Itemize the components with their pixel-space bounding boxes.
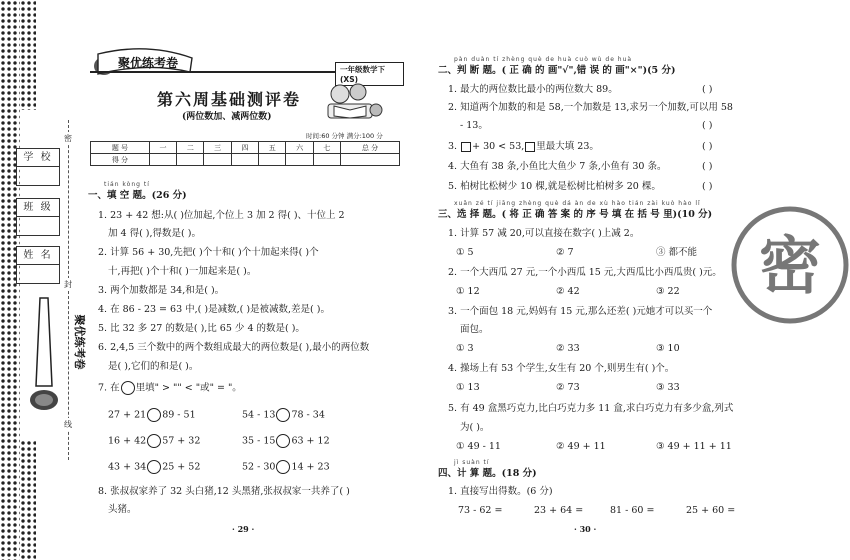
compare-left: 52 - 30: [242, 461, 276, 473]
calc-item: 81 - 60 =: [610, 505, 655, 516]
score-cell: 总 分: [341, 142, 400, 154]
stamp-char: 密: [758, 229, 822, 302]
calc-item: 23 + 64 =: [534, 505, 584, 516]
binding-strip: [0, 0, 86, 560]
compare-row: [242, 460, 330, 474]
compare-right: 89 - 51: [162, 409, 196, 421]
seal-char-mi: 密: [64, 134, 72, 143]
score-input[interactable]: [259, 154, 286, 166]
compare-left: 27 + 21: [108, 409, 147, 421]
compare-circle-input[interactable]: [276, 408, 290, 422]
grade-badge: 一年级数学下(XS): [335, 62, 404, 86]
brand-logo: [92, 44, 202, 80]
fill-q1-line2: 加 4 得( ),得数是( )。: [108, 228, 201, 239]
score-cell: 六: [286, 142, 313, 154]
fill-q4: 4. 在 86 - 23 = 63 中,( )是减数,( )是被减数,差是( )。: [98, 304, 330, 315]
choice-q5-line1: 5. 有 49 盒黑巧克力,比白巧克力多 11 盒,求白巧克力有多少盒,列式: [448, 403, 734, 414]
compare-right: 57 + 32: [162, 435, 201, 447]
score-cell: 七: [313, 142, 340, 154]
fill-q6-line1: 6. 2,4,5 三个数中的两个数组成最大的两位数是( ),最小的两位数: [98, 342, 370, 353]
choice-q3-line2: 面包。: [460, 324, 489, 335]
compare-right: 78 - 34: [291, 409, 325, 421]
compare-right: 25 + 52: [162, 461, 201, 473]
secret-stamp: [730, 205, 850, 325]
compare-circle-input[interactable]: [147, 408, 161, 422]
tf-q3-end: 里最大填 23。: [536, 141, 599, 152]
score-cell: 五: [259, 142, 286, 154]
score-cell: 一: [149, 142, 176, 154]
score-input[interactable]: [286, 154, 313, 166]
choice-q5-line2: 为( )。: [460, 422, 490, 433]
section-4-heading: 四、计 算 题。(18 分): [438, 468, 537, 479]
choice-q1: 1. 计算 57 减 20,可以直接在数字( )上减 2。: [448, 228, 640, 239]
tf-q5: 5. 柏树比松树少 10 棵,就是松树比柏树多 20 棵。: [448, 181, 661, 192]
score-input[interactable]: [204, 154, 231, 166]
section-3-heading: 三、选 择 题。( 将 正 确 答 案 的 序 号 填 在 括 号 里)(10 分): [438, 209, 713, 220]
compare-right: 14 + 23: [291, 461, 330, 473]
compare-row: [108, 408, 196, 422]
page-29: [82, 0, 404, 560]
choice-q4: 4. 操场上有 53 个学生,女生有 20 个,则男生有( )个。: [448, 363, 675, 374]
choice-q4-opt: ③ 33: [656, 382, 680, 393]
choice-q2: 2. 一个大西瓜 27 元,一个小西瓜 15 元,大西瓜比小西瓜贵( )元。: [448, 267, 722, 278]
square-blank-input[interactable]: [461, 142, 471, 152]
fill-q8-line1: 8. 张叔叔家养了 32 头白猪,12 头黑猪,张叔叔家一共养了( ): [98, 486, 350, 497]
compare-circle-input[interactable]: [276, 434, 290, 448]
fill-q6-line2: 是( ),它们的和是( )。: [108, 361, 199, 372]
choice-q5-opt: ③ 49 + 11 + 11: [656, 441, 732, 452]
compare-circle-input[interactable]: [147, 434, 161, 448]
sec2-pinyin: pàn duàn tí zhèng què de huà cuò wù de huà: [454, 56, 633, 63]
choice-q4-opt: ① 13: [456, 382, 480, 393]
tf-q2-cont: - 13。: [460, 120, 488, 131]
binding-dots-top: [20, 0, 36, 110]
compare-left: 35 - 15: [242, 435, 276, 447]
class-field[interactable]: [16, 198, 60, 236]
choice-q5-opt: ① 49 - 11: [456, 441, 501, 452]
score-input[interactable]: [149, 154, 176, 166]
score-input[interactable]: [313, 154, 340, 166]
fill-q2-line2: 十,再把( )个十和( )一加起来是( )。: [108, 266, 257, 277]
page-30: [424, 0, 822, 560]
choice-q3-line1: 3. 一个面包 18 元,妈妈有 15 元,那么还差( )元她才可以买一个: [448, 306, 713, 317]
tf-q2: 2. 知道两个加数的和是 58,一个加数是 13,求另一个加数,可以用 58: [448, 102, 733, 113]
sec3-pinyin: xuǎn zé tí jiāng zhèng què dá àn de xù hào tián zài kuò hào lǐ: [454, 200, 701, 207]
choice-q2-opt: ② 42: [556, 286, 580, 297]
strip-logo-text: 聚优练考卷: [73, 314, 86, 370]
square-blank-icon: [525, 142, 535, 152]
compare-row: [242, 408, 325, 422]
compare-circle-input[interactable]: [276, 460, 290, 474]
calc-item: 73 - 62 =: [458, 505, 503, 516]
fill-q3: 3. 两个加数都是 34,和是( )。: [98, 285, 225, 296]
score-table: [90, 141, 400, 166]
tf-q2-answer[interactable]: ( ): [702, 120, 713, 131]
score-input[interactable]: [177, 154, 204, 166]
kids-reading-illustration: [320, 80, 386, 122]
score-cell: 四: [231, 142, 258, 154]
fill-q8-line2: 头猪。: [108, 504, 137, 515]
brand-logo-text: 聚优练考卷: [117, 56, 179, 70]
tf-q4: 4. 大鱼有 38 条,小鱼比大鱼少 7 条,小鱼有 30 条。: [448, 161, 667, 172]
strip-brand-logo: [24, 290, 86, 420]
compare-row: [108, 460, 200, 474]
section-1-heading: 一、填 空 题。(26 分): [88, 190, 187, 201]
page-title: 第六周基础测评卷: [157, 90, 302, 109]
calc-item: 25 + 60 =: [686, 505, 736, 516]
tf-q3-num: 3.: [448, 141, 461, 152]
tf-q3: [448, 141, 599, 153]
choice-q3-opt: ② 33: [556, 343, 580, 354]
time-info: 时间:60 分钟 满分:100 分: [306, 132, 383, 140]
score-value-row: [91, 154, 400, 166]
compare-circle-input[interactable]: [147, 460, 161, 474]
circle-blank-icon: [121, 381, 135, 395]
binding-dots-bottom: [20, 440, 36, 560]
tf-q3-mid: + 30 < 53,: [472, 141, 525, 152]
score-input[interactable]: [231, 154, 258, 166]
fill-q7: [98, 381, 242, 395]
sec1-pinyin: tián kòng tí: [104, 181, 150, 188]
page-number-29: · 29 ·: [232, 524, 255, 534]
compare-left: 54 - 13: [242, 409, 276, 421]
school-label: 学 校: [17, 149, 59, 167]
score-row-label: 得 分: [91, 154, 150, 166]
sec4-pinyin: jì suàn tí: [454, 459, 490, 466]
choice-q5-opt: ② 49 + 11: [556, 441, 606, 452]
tf-q1: 1. 最大的两位数比最小的两位数大 89。: [448, 84, 618, 95]
choice-q1-opt: ② 7: [556, 247, 574, 258]
choice-q1-opt: ③ 都不能: [656, 247, 698, 258]
choice-q2-opt: ③ 22: [656, 286, 680, 297]
page-number-30: · 30 ·: [574, 524, 597, 534]
seal-char-feng: 封: [64, 280, 72, 289]
choice-q1-opt: ① 5: [456, 247, 474, 258]
fill-q5: 5. 比 32 多 27 的数是( ),比 65 少 4 的数是( )。: [98, 323, 305, 334]
tf-q4-answer[interactable]: ( ): [702, 161, 713, 172]
tf-q3-answer[interactable]: ( ): [702, 141, 713, 152]
tf-q1-answer[interactable]: ( ): [702, 84, 713, 95]
score-cell: 题 号: [91, 142, 150, 154]
name-label: 姓 名: [17, 247, 59, 265]
score-cell: 三: [204, 142, 231, 154]
compare-left: 16 + 42: [108, 435, 147, 447]
school-field[interactable]: [16, 148, 60, 186]
page-subtitle: (两位数加、减两位数): [182, 112, 272, 122]
class-label: 班 级: [17, 199, 59, 217]
compare-left: 43 + 34: [108, 461, 147, 473]
name-field[interactable]: [16, 246, 60, 284]
choice-q3-opt: ③ 10: [656, 343, 680, 354]
section-2-heading: 二、判 断 题。( 正 确 的 画"√",错 误 的 画"×")(5 分): [438, 65, 676, 76]
q7-suffix: 里填" > "" < "或" = "。: [135, 382, 242, 394]
calc-intro: 1. 直接写出得数。(6 分): [448, 486, 553, 497]
score-header-row: [91, 142, 400, 154]
score-cell: 二: [177, 142, 204, 154]
fill-q2-line1: 2. 计算 56 + 30,先把( )个十和( )个十加起来得( )个: [98, 247, 319, 258]
choice-q2-opt: ① 12: [456, 286, 480, 297]
fill-q1-line1: 1. 23 + 42 想:从( )位加起,个位上 3 加 2 得( )、十位上 2: [98, 210, 345, 221]
compare-right: 63 + 12: [291, 435, 330, 447]
choice-q3-opt: ① 3: [456, 343, 474, 354]
compare-row: [242, 434, 330, 448]
compare-row: [108, 434, 200, 448]
q7-prefix: 7. 在: [98, 382, 120, 394]
tf-q5-answer[interactable]: ( ): [702, 181, 713, 192]
choice-q4-opt: ② 73: [556, 382, 580, 393]
score-input[interactable]: [341, 154, 400, 166]
seal-char-xian: 线: [64, 420, 72, 429]
